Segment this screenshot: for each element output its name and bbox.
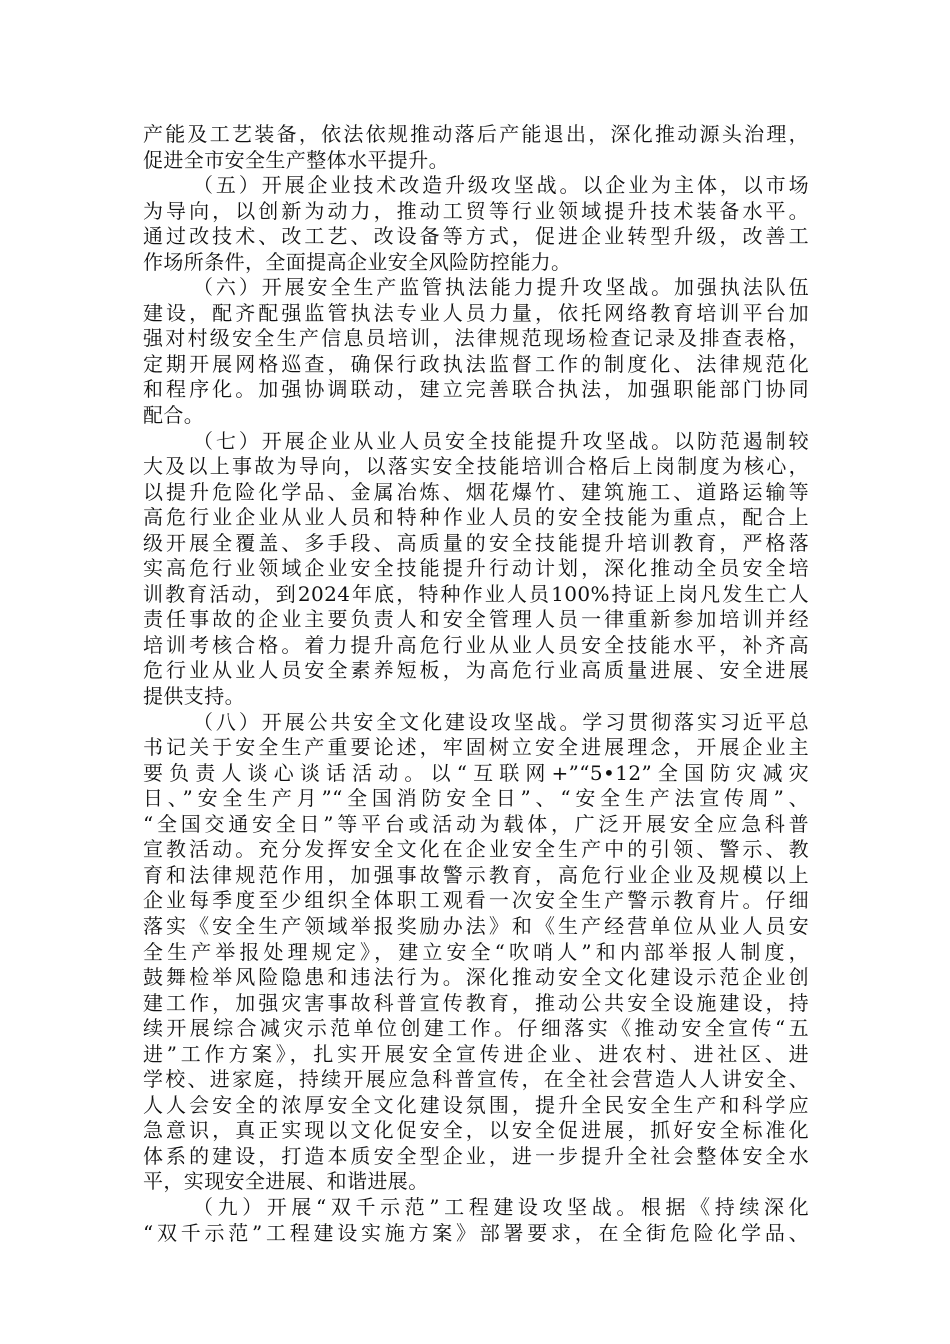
text-line: 培训考核合格。着力提升高危行业从业人员安全技能水平，补齐高	[143, 632, 809, 657]
text-line: 学校、进家庭，持续开展应急科普宣传，在全社会营造人人讲安全、	[143, 1067, 809, 1092]
text-line: 为导向，以创新为动力，推动工贸等行业领域提升技术装备水平。	[143, 198, 809, 223]
text-line: 全生产举报处理规定》，建立安全“吹哨人”和内部举报人制度，	[143, 939, 809, 964]
text-line: 鼓舞检举风险隐患和违法行为。深化推动安全文化建设示范企业创	[143, 965, 809, 990]
text-line: 宣教活动。充分发挥安全文化在企业安全生产中的引领、警示、教	[143, 837, 809, 862]
text-line: 育和法律规范作用，加强事故警示教育，高危行业企业及规模以上	[143, 862, 809, 887]
text-line: 通过改技术、改工艺、改设备等方式，促进企业转型升级，改善工	[143, 224, 809, 249]
text-line: 书记关于安全生产重要论述，牢固树立安全进展理念，开展企业主	[143, 735, 809, 760]
text-line: 进”工作方案》，扎实开展安全宣传进企业、进农村、进社区、进	[143, 1041, 809, 1066]
text-line: “双千示范”工程建设实施方案》部署要求，在全街危险化学品、	[143, 1220, 809, 1245]
text-line: 危行业从业人员安全素养短板，为高危行业高质量进展、安全进展	[143, 658, 809, 683]
text-line: （九）开展“双千示范”工程建设攻坚战。根据《持续深化	[193, 1194, 809, 1219]
text-line: 平，实现安全进展、和谐进展。	[143, 1169, 429, 1194]
text-line: 作场所条件，全面提高企业安全风险防控能力。	[143, 249, 572, 274]
text-line: （八）开展公共安全文化建设攻坚战。学习贯彻落实习近平总	[193, 709, 809, 734]
text-line: 责任事故的企业主要负责人和安全管理人员一律重新参加培训并经	[143, 607, 809, 632]
text-line: 定期开展网格巡查，确保行政执法监督工作的制度化、法律规范化	[143, 351, 809, 376]
text-line: 级开展全覆盖、多手段、高质量的安全技能提升培训教育，严格落	[143, 530, 809, 555]
text-line: 企业每季度至少组织全体职工观看一次安全生产警示教育片。仔细	[143, 888, 809, 913]
text-line: 实高危行业领域企业安全技能提升行动计划，深化推动全员安全培	[143, 556, 809, 581]
text-line: 人人会安全的浓厚安全文化建设氛围，提升全民安全生产和科学应	[143, 1092, 809, 1117]
text-line: 和程序化。加强协调联动，建立完善联合执法，加强职能部门协同	[143, 377, 809, 402]
text-line: 急意识，真正实现以文化促安全，以安全促进展，抓好安全标准化	[143, 1118, 809, 1143]
text-line: 以提升危险化学品、金属冶炼、烟花爆竹、建筑施工、道路运输等	[143, 479, 809, 504]
text-line: 要负责人谈心谈话活动。以“互联网+”“5•12”全国防灾减灾	[143, 760, 809, 785]
text-line: 大及以上事故为导向，以落实安全技能培训合格后上岗制度为核心，	[143, 454, 809, 479]
document-page	[143, 122, 809, 1246]
text-line: 产能及工艺装备，依法依规推动落后产能退出，深化推动源头治理，	[143, 122, 809, 146]
text-line: （七）开展企业从业人员安全技能提升攻坚战。以防范遏制较	[193, 428, 809, 453]
text-line: 建工作，加强灾害事故科普宣传教育，推动公共安全设施建设，持	[143, 990, 809, 1015]
text-line: 强对村级安全生产信息员培训，法律规范现场检查记录及排查表格，	[143, 326, 809, 351]
text-line: （五）开展企业技术改造升级攻坚战。以企业为主体，以市场	[193, 173, 809, 198]
text-line: 落实《安全生产领域举报奖励办法》和《生产经营单位从业人员安	[143, 913, 809, 938]
text-line: 建设，配齐配强监管执法专业人员力量，依托网络教育培训平台加	[143, 300, 809, 325]
text-line: 高危行业企业从业人员和特种作业人员的安全技能为重点，配合上	[143, 505, 809, 530]
text-line: “全国交通安全日”等平台或活动为载体，广泛开展安全应急科普	[143, 811, 809, 836]
text-line: 续开展综合减灾示范单位创建工作。仔细落实《推动安全宣传“五	[143, 1016, 809, 1041]
text-line: 促进全市安全生产整体水平提升。	[143, 147, 449, 172]
text-line: （六）开展安全生产监管执法能力提升攻坚战。加强执法队伍	[193, 275, 809, 300]
text-line: 体系的建设，打造本质安全型企业，进一步提升全社会整体安全水	[143, 1143, 809, 1168]
text-line: 训教育活动，到2024年底，特种作业人员100%持证上岗凡发生亡人	[143, 581, 809, 606]
text-line: 配合。	[143, 403, 205, 428]
text-line: 提供支持。	[143, 684, 245, 709]
text-line: 日、”安全生产月”“全国消防安全日”、“安全生产法宣传周”、	[143, 786, 809, 811]
